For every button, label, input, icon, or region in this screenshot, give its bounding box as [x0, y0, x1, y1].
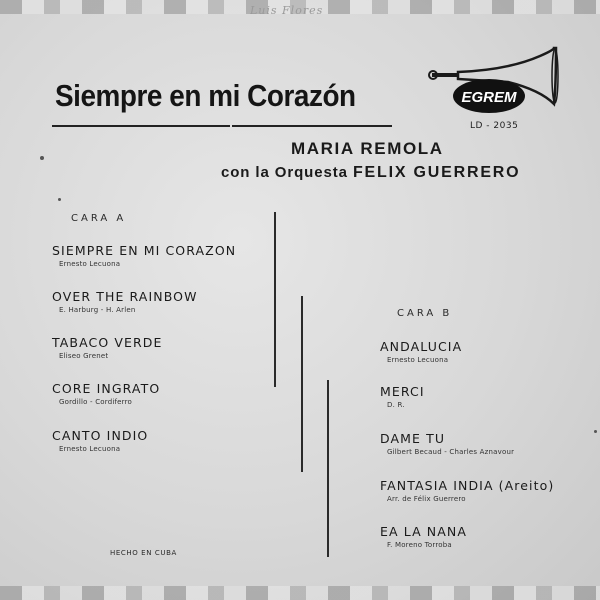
track-title: OVER THE RAINBOW: [52, 289, 198, 304]
side-a-track: [52, 289, 198, 314]
speck: [594, 430, 597, 433]
track-title: TABACO VERDE: [52, 335, 163, 350]
divider-line: [274, 212, 276, 387]
side-b-label: CARA B: [397, 308, 453, 319]
orchestra-name: FELIX GUERRERO: [352, 164, 521, 181]
track-composer: Gordillo - Cordiferro: [59, 398, 133, 406]
track-title: CORE INGRATO: [52, 381, 161, 396]
track-composer: Ernesto Lecuona: [387, 356, 449, 364]
label-logo-text: EGREM: [461, 89, 517, 106]
track-composer: D. R.: [387, 401, 405, 409]
orchestra-prefix: con la Orquesta: [221, 164, 348, 181]
track-title: MERCI: [380, 384, 425, 399]
title-underline-left: [52, 125, 230, 127]
track-composer: Ernesto Lecuona: [59, 260, 121, 268]
track-composer: Eliseo Grenet: [59, 352, 109, 360]
divider-line: [327, 380, 329, 557]
orchestra-credit: [221, 164, 520, 182]
made-in-notice: HECHO EN CUBA: [110, 549, 177, 557]
track-title: FANTASIA INDIA (Areito): [380, 478, 555, 493]
track-composer: Gilbert Becaud - Charles Aznavour: [387, 448, 515, 456]
track-title: CANTO INDIO: [52, 428, 149, 443]
divider-line: [301, 296, 303, 472]
side-b-track: [380, 431, 514, 456]
track-composer: F. Moreno Torroba: [387, 541, 452, 549]
side-b-track: [380, 339, 462, 364]
side-a-track: [52, 243, 236, 268]
track-title: DAME TU: [380, 431, 446, 446]
artist-name: MARIA REMOLA: [291, 139, 444, 158]
catalog-number: LD - 2035: [470, 121, 519, 131]
track-title: ANDALUCIA: [380, 339, 463, 354]
title-underline-right: [232, 125, 392, 127]
speck: [58, 198, 61, 201]
side-a-track: [52, 335, 163, 360]
side-a-track: [52, 428, 148, 453]
side-b-track: [380, 384, 425, 409]
track-title: EA LA NANA: [380, 524, 468, 539]
album-title: Siempre en mi Corazón: [55, 78, 356, 113]
speck: [40, 156, 44, 160]
handwritten-note: Luis Flores: [250, 4, 324, 17]
side-b-track: [380, 478, 554, 503]
side-a-track: [52, 381, 160, 406]
track-title: SIEMPRE EN MI CORAZON: [52, 243, 237, 258]
track-composer: E. Harburg - H. Arlen: [59, 306, 136, 314]
track-composer: Ernesto Lecuona: [59, 445, 121, 453]
side-a-label: CARA A: [71, 213, 127, 224]
track-composer: Arr. de Félix Guerrero: [387, 495, 466, 503]
side-b-track: [380, 524, 467, 549]
egrem-trumpet-logo: [428, 46, 560, 116]
sleeve-bottom-edge: [0, 586, 600, 600]
